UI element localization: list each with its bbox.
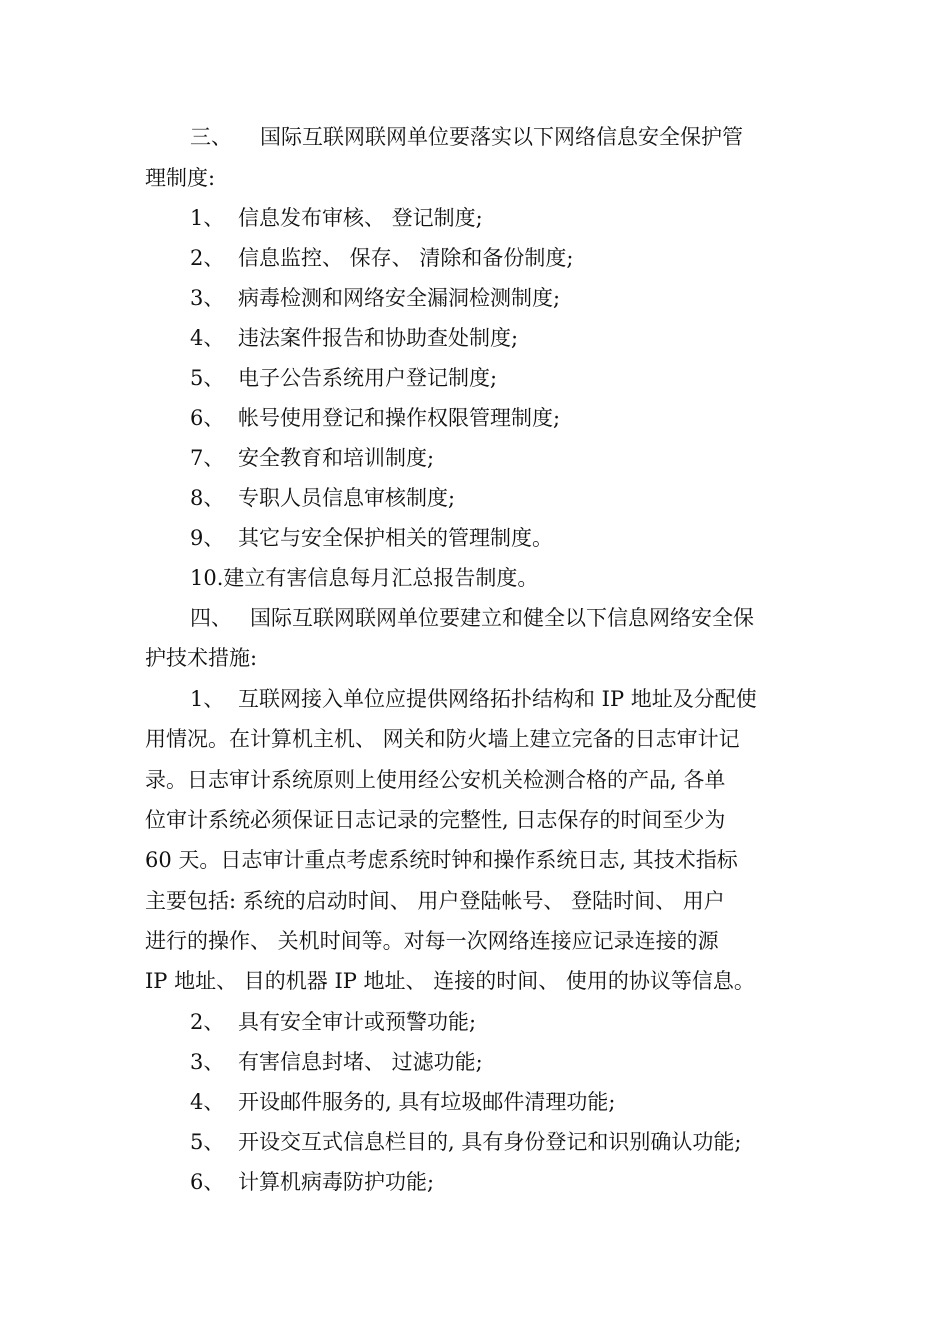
item-number: 6、 <box>190 1170 225 1194</box>
item-text: 互联网接入单位应提供网络拓扑结构和 IP 地址及分配使 <box>238 687 757 711</box>
section4-item <box>190 1162 815 1202</box>
item-text: 信息发布审核、 登记制度; <box>238 206 483 230</box>
item-number: 7、 <box>190 446 225 470</box>
section4-heading-continuation: 护技术措施: <box>145 646 258 670</box>
section4-item <box>190 1082 815 1122</box>
section4-item <box>190 679 815 719</box>
item-text: 计算机病毒防护功能; <box>238 1170 435 1194</box>
item-text: 开设邮件服务的, 具有垃圾邮件清理功能; <box>238 1090 616 1114</box>
section4-heading-number: 四、 <box>190 606 232 630</box>
item-text: 专职人员信息审核制度; <box>238 486 456 510</box>
section3-item <box>190 398 815 438</box>
section3-heading-number: 三、 <box>190 125 232 149</box>
item-text: 有害信息封堵、 过滤功能; <box>238 1050 483 1074</box>
paragraph-line: 录。日志审计系统原则上使用经公安机关检测合格的产品, 各单 <box>145 768 726 792</box>
item-number: 8、 <box>190 486 225 510</box>
paragraph-line: 主要包括: 系统的启动时间、 用户登陆帐号、 登陆时间、 用户 <box>145 889 725 913</box>
item-number: 2、 <box>190 246 225 270</box>
item-text: 帐号使用登记和操作权限管理制度; <box>238 406 561 430</box>
section3-heading-continuation: 理制度: <box>145 166 216 190</box>
item-text: 安全教育和培训制度; <box>238 446 435 470</box>
section4-item <box>190 1042 815 1082</box>
section4-item <box>190 1122 815 1162</box>
item-text: 具有安全审计或预警功能; <box>238 1010 477 1034</box>
item-text: 病毒检测和网络安全漏洞检测制度; <box>238 286 561 310</box>
section3-item <box>190 318 815 358</box>
section3-item <box>190 358 815 398</box>
paragraph-line: 位审计系统必须保证日志记录的完整性, 日志保存的时间至少为 <box>145 808 726 832</box>
item-number: 6、 <box>190 406 225 430</box>
section3-item <box>190 438 815 478</box>
item-text: 电子公告系统用户登记制度; <box>238 366 498 390</box>
item-number: 1、 <box>190 687 225 711</box>
item-text: 违法案件报告和协助查处制度; <box>238 326 519 350</box>
item-text: 信息监控、 保存、 清除和备份制度; <box>238 246 574 270</box>
item-number: 4、 <box>190 326 225 350</box>
section3-item <box>190 198 815 238</box>
paragraph-line: IP 地址、 目的机器 IP 地址、 连接的时间、 使用的协议等信息。 <box>145 969 755 993</box>
paragraph-line: 用情况。在计算机主机、 网关和防火墙上建立完备的日志审计记 <box>145 727 740 751</box>
item-text: 开设交互式信息栏目的, 具有身份登记和识别确认功能; <box>238 1130 742 1154</box>
item-text: 其它与安全保护相关的管理制度。 <box>238 526 553 550</box>
section3-heading <box>190 117 815 157</box>
section4-heading-text: 国际互联网联网单位要建立和健全以下信息网络安全保 <box>250 606 754 630</box>
section4-heading <box>190 598 815 638</box>
section3-item-10: 10.建立有害信息每月汇总报告制度。 <box>190 566 539 590</box>
item-number: 3、 <box>190 286 225 310</box>
section3-heading-text: 国际互联网联网单位要落实以下网络信息安全保护管 <box>260 125 743 149</box>
item-number: 3、 <box>190 1050 225 1074</box>
item-number: 9、 <box>190 526 225 550</box>
section3-item <box>190 238 815 278</box>
item-number: 5、 <box>190 1130 225 1154</box>
item-number: 2、 <box>190 1010 225 1034</box>
section3-item <box>190 478 815 518</box>
section4-item <box>190 1002 815 1042</box>
section3-item <box>190 278 815 318</box>
item-number: 4、 <box>190 1090 225 1114</box>
item-number: 5、 <box>190 366 225 390</box>
section3-item <box>190 518 815 558</box>
paragraph-line: 进行的操作、 关机时间等。对每一次网络连接应记录连接的源 <box>145 929 719 953</box>
paragraph-line: 60 天。日志审计重点考虑系统时钟和操作系统日志, 其技术指标 <box>145 848 738 872</box>
item-number: 1、 <box>190 206 225 230</box>
